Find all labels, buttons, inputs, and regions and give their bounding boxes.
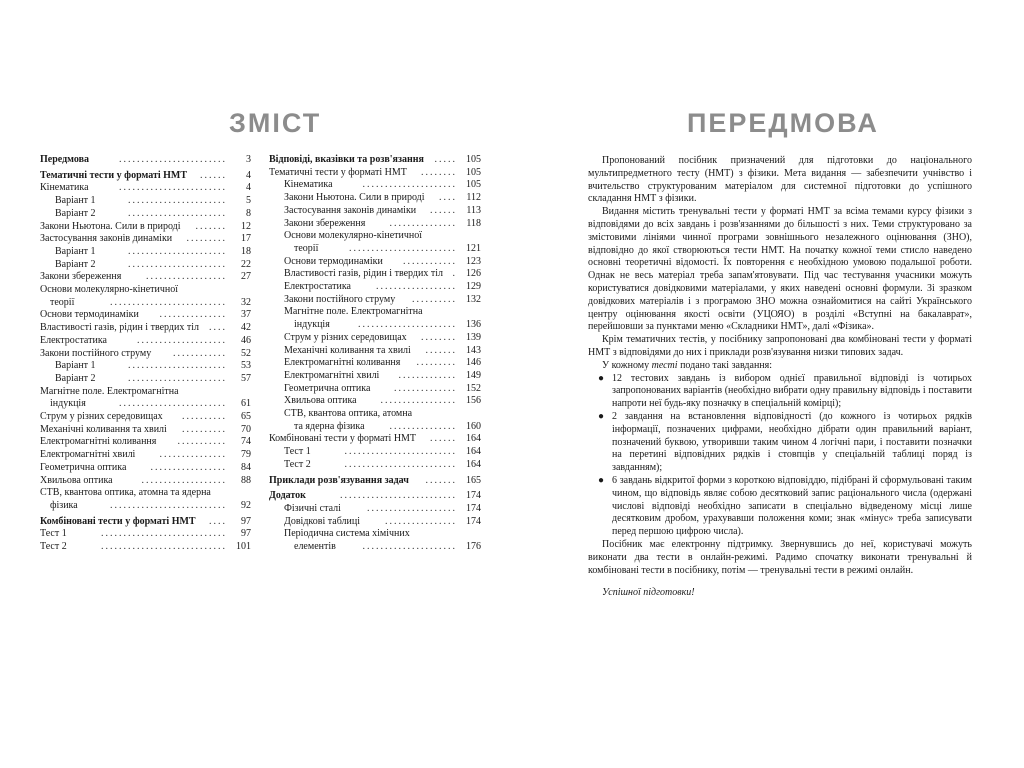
toc-page-number: 113: [463, 205, 481, 218]
list-item: ● 2 завдання на встановлення відповідності (до кожного із чотирьох рядків інформації, позначених цифрами, необхідно дібрати один правильний варіант, позначений буквою, утворивши таким чином 4 логічні пари, і поставити позначки на перетині відповідних рядків і стовпців у спеціальній таблиці поряд із завданням);: [598, 410, 972, 474]
toc-entry: [40, 386, 251, 411]
toc-page-number: 174: [463, 490, 481, 503]
toc-dot-leader: ............: [173, 347, 227, 359]
toc-entry-title: Електромагнітні коливання: [40, 436, 157, 448]
toc-entry-title: Механічні коливання та хвилі: [40, 423, 167, 435]
toc-entry-title: Хвильова оптика: [40, 474, 113, 486]
toc-entry: [269, 179, 481, 192]
toc-entry: [40, 284, 251, 309]
toc-entry-title: Закони Ньютона. Сили в природі: [40, 220, 181, 232]
toc-entry: [40, 360, 251, 373]
toc-dot-leader: .......: [195, 220, 227, 232]
preface-text: [588, 155, 972, 600]
toc-page-number: 126: [463, 268, 481, 281]
toc-page-number: 42: [238, 322, 251, 335]
toc-entry: [40, 411, 251, 424]
toc-dot-leader: ...............: [389, 217, 457, 229]
toc-page-number: 143: [463, 345, 481, 358]
toc-page-number: 74: [238, 436, 251, 449]
toc-entry-title-cont: елементів: [294, 541, 336, 553]
toc-entry: [269, 306, 481, 331]
toc-entry: [40, 424, 251, 437]
toc-dot-leader: ...............: [159, 449, 227, 461]
toc-page-number: 164: [463, 446, 481, 459]
toc-dot-leader: .................: [150, 461, 227, 473]
toc-page-number: 70: [238, 424, 251, 437]
toc-page-number: 174: [463, 516, 481, 529]
toc-entry: [269, 154, 481, 167]
toc-dot-leader: ......................: [128, 195, 227, 207]
toc-entry-title: Геометрична оптика: [284, 382, 371, 394]
toc-column-2: [269, 154, 481, 554]
toc-dot-leader: ....: [209, 515, 227, 527]
toc-entry-title: Закони постійного струму: [284, 293, 396, 305]
toc-entry-title: Основи молекулярно-кінетичної: [40, 284, 179, 296]
bullet-icon: ●: [598, 410, 605, 422]
toc-dot-leader: ........: [421, 166, 457, 178]
toc-page-number: 12: [238, 221, 251, 234]
toc-entry: [40, 154, 251, 167]
toc-entry-title: Основи термодинаміки: [40, 309, 139, 321]
toc-dot-leader: .................: [380, 395, 457, 407]
toc-page-number: 174: [463, 503, 481, 516]
toc-entry: [269, 475, 481, 488]
toc-entry: [269, 490, 481, 503]
toc-page-number: 18: [238, 246, 251, 259]
toc-heading: ЗМІСТ: [229, 108, 322, 138]
toc-dot-leader: ..........: [182, 411, 227, 423]
toc-dot-leader: ....: [209, 322, 227, 334]
toc-entry-title-cont: теорії: [294, 242, 319, 254]
toc-page-number: 5: [243, 195, 251, 208]
toc-dot-leader: .........: [186, 233, 227, 245]
toc-entry-title: Довідкові таблиці: [284, 515, 361, 527]
toc-page-number: 65: [238, 411, 251, 424]
toc-page-number: 57: [238, 373, 251, 386]
toc-column-1: [40, 154, 251, 554]
toc-dot-leader: ......................: [358, 319, 457, 331]
toc-entry-title: Кінематика: [284, 179, 333, 191]
toc-entry-title: Магнітне поле. Електромагнітна: [284, 306, 423, 318]
toc-page-number: 8: [243, 208, 251, 221]
toc-entry: [269, 167, 481, 180]
toc-dot-leader: .........: [416, 357, 457, 369]
toc-page-number: 165: [463, 475, 481, 488]
toc-page-number: 105: [463, 167, 481, 180]
toc-page-number: 101: [233, 541, 251, 554]
toc-dot-leader: ............................: [101, 541, 227, 553]
toc-dot-leader: ........................: [119, 182, 227, 194]
toc-entry-title: Тест 2: [284, 458, 311, 470]
toc-entry-title: Тест 1: [40, 528, 67, 540]
toc-entry: [269, 408, 481, 433]
toc-entry: [40, 373, 251, 386]
toc-page-number: 112: [463, 192, 481, 205]
preface-paragraph: Пропонований посібник призначений для підготовки до національного мультипредметного тесту (НМТ) з фізики. Мета видання — забезпечити учнівство і вчительство структурованим матеріалом для системної підготовки до успішного складання НМТ з фізики.: [588, 155, 972, 205]
toc-dot-leader: ......................: [128, 372, 227, 384]
toc-page-number: 123: [463, 256, 481, 269]
toc-entry-title: Тест 1: [284, 446, 311, 458]
toc-entry: [40, 233, 251, 246]
toc-entry-title: Хвильова оптика: [284, 395, 357, 407]
toc-page-number: 164: [463, 459, 481, 472]
toc-page-number: 105: [463, 154, 481, 167]
list-item: ● 12 тестових завдань із вибором однієї правильної відповіді із чотирьох запропонованих варіантів (необхідно вибрати одну правильну відповідь і поставити напроти неї будь-яку позначку в спеціальній комірці);: [598, 372, 972, 410]
toc-page-number: 132: [463, 294, 481, 307]
toc-dot-leader: ............: [403, 255, 457, 267]
toc-page-number: 121: [463, 243, 481, 256]
toc-entry: [40, 259, 251, 272]
toc-entry: [40, 221, 251, 234]
toc-entry: [40, 487, 251, 512]
toc-entry: [40, 182, 251, 195]
toc-entry-title: Комбіновані тести у форматі НМТ: [269, 433, 417, 445]
toc-page-number: 149: [463, 370, 481, 383]
toc-entry: [40, 309, 251, 322]
toc-dot-leader: ......................: [128, 245, 227, 257]
toc-dot-leader: ...............: [389, 420, 457, 432]
toc-dot-leader: ......: [200, 169, 227, 181]
toc-page-number: 3: [243, 154, 251, 167]
toc-entry-title-cont: індукція: [50, 398, 86, 410]
toc-entry: [40, 246, 251, 259]
toc-entry-title: Основи термодинаміки: [284, 255, 383, 267]
toc-entry: [269, 332, 481, 345]
toc-page-number: 27: [238, 271, 251, 284]
toc-page-number: 22: [238, 259, 251, 272]
toc-dot-leader: ....................: [367, 502, 457, 514]
toc-entry: [269, 294, 481, 307]
toc-page-number: 129: [463, 281, 481, 294]
toc-dot-leader: ..........................: [110, 499, 227, 511]
toc-dot-leader: ......: [430, 433, 457, 445]
toc-page-number: 105: [463, 179, 481, 192]
toc-entry-title: Приклади розв'язування задач: [269, 474, 409, 486]
toc-entry: [40, 195, 251, 208]
emphasis: тесті: [651, 359, 678, 371]
toc-page-number: 52: [238, 348, 251, 361]
toc-page-number: 176: [463, 541, 481, 554]
toc-dot-leader: .: [452, 268, 457, 280]
toc-entry: [269, 370, 481, 383]
toc-entry-title: Кінематика: [40, 182, 89, 194]
toc-entry-title: Електромагнітні хвилі: [284, 369, 380, 381]
toc-dot-leader: ..........................: [340, 490, 457, 502]
toc-entry-title: Застосування законів динаміки: [284, 204, 417, 216]
toc-entry-title-cont: теорії: [50, 296, 75, 308]
toc-entry: [40, 322, 251, 335]
toc-entry-title: Закони збереження: [40, 271, 122, 283]
toc-page-number: 17: [238, 233, 251, 246]
toc-dot-leader: ..........: [182, 423, 227, 435]
toc-page-number: 97: [238, 528, 251, 541]
toc-entry: [269, 357, 481, 370]
toc-page-number: 32: [238, 297, 251, 310]
toc-entry: [269, 433, 481, 446]
toc-entry: [40, 541, 251, 554]
toc-page-number: 4: [243, 170, 251, 183]
toc-entry-title: Тематичні тести у форматі НМТ: [269, 166, 407, 178]
toc-entry-title: Властивості газів, рідин і твердих тіл: [40, 322, 200, 334]
toc-page-number: 146: [463, 357, 481, 370]
toc-entry: [269, 281, 481, 294]
toc-entry: [269, 459, 481, 472]
toc-dot-leader: ............................: [101, 528, 227, 540]
toc-dot-leader: ..........: [412, 293, 457, 305]
toc-dot-leader: ........................: [119, 154, 227, 165]
toc-entry: [269, 395, 481, 408]
toc-entry-title: Струм у різних середовищах: [40, 411, 163, 423]
toc-dot-leader: ........................: [119, 398, 227, 410]
toc-dot-leader: ...............: [159, 309, 227, 321]
toc-page-number: 4: [243, 182, 251, 195]
toc-entry: [269, 528, 481, 553]
toc-entry-title: Варіант 2: [55, 372, 96, 384]
toc-dot-leader: ....................: [137, 334, 227, 346]
toc-page-number: 46: [238, 335, 251, 348]
toc-entry: [269, 230, 481, 255]
toc-page-number: 37: [238, 309, 251, 322]
toc-entry-title-cont: та ядерна фізика: [294, 420, 365, 432]
toc-entry-title: Застосування законів динаміки: [40, 233, 173, 245]
toc-entry-title: Комбіновані тести у форматі НМТ: [40, 515, 196, 527]
toc-entry: [269, 503, 481, 516]
toc-entry: [269, 256, 481, 269]
toc-entry: [40, 462, 251, 475]
toc-entry: [40, 170, 251, 183]
toc-page-number: 84: [238, 462, 251, 475]
toc-dot-leader: .........................: [344, 446, 457, 458]
toc-dot-leader: .....................: [362, 179, 457, 191]
toc-dot-leader: ..................: [146, 271, 227, 283]
toc-dot-leader: .......: [425, 344, 457, 356]
toc-entry-title: Варіант 1: [55, 195, 96, 207]
toc-entry-title: Закони постійного струму: [40, 347, 152, 359]
toc-entry-title: Електромагнітні коливання: [284, 357, 401, 369]
toc-dot-leader: ...................: [141, 474, 227, 486]
toc-page-number: 160: [463, 421, 481, 434]
toc-entry: [269, 446, 481, 459]
toc-dot-leader: .......: [425, 474, 457, 486]
toc-entry-title: Додаток: [269, 490, 306, 502]
toc-page-number: 61: [238, 398, 251, 411]
bullet-icon: ●: [598, 474, 605, 486]
toc-entry-title: Періодична система хімічних: [284, 528, 410, 540]
toc-entry: [40, 208, 251, 221]
toc-page-number: 53: [238, 360, 251, 373]
toc-entry-title: Геометрична оптика: [40, 461, 127, 473]
toc-entry-title-cont: фізика: [50, 499, 78, 511]
toc-entry-title: Варіант 1: [55, 360, 96, 372]
toc-entry: [40, 449, 251, 462]
toc-entry-title: Тематичні тести у форматі НМТ: [40, 169, 188, 181]
preface-heading: ПЕРЕДМОВА: [687, 108, 879, 138]
toc-entry: [40, 436, 251, 449]
toc-entry-title: Механічні коливання та хвилі: [284, 344, 411, 356]
toc-entry-title: Закони Ньютона. Сили в природі: [284, 192, 425, 204]
toc-dot-leader: ....: [439, 192, 457, 204]
closing-wish: Успішної підготовки!: [602, 587, 695, 599]
toc-entry-title: Відповіді, вказівки та розв'язання: [269, 154, 424, 165]
toc-entry: [269, 205, 481, 218]
toc-page-number: 152: [463, 383, 481, 396]
toc-dot-leader: ................: [385, 515, 457, 527]
preface-paragraph: Посібник має електронну підтримку. Звернувшись до неї, користувачі можуть виконати два тести в онлайн-режимі. Радимо спочатку виконати тренувальні й комбіновані тести в посібнику, потім — тренувальні тести в режимі онлайн.: [588, 538, 972, 576]
list-item: ● 6 завдань відкритої форми з короткою відповіддю, підібрані й сформульовані таким чином, що відповідь являє собою десятковий запис раціонального числа (одержані числові відповіді необхідно записати в спеціально відведеному місці лише десятковим дробом, урахувавши положення коми; знак «мінус» треба записувати перед першою цифрою числа).: [598, 474, 972, 538]
toc-page-number: 79: [238, 449, 251, 462]
toc-page-number: 97: [238, 516, 251, 529]
toc-entry: [40, 271, 251, 284]
toc-dot-leader: ......................: [128, 360, 227, 372]
toc-entry-title: Фізичні сталі: [284, 502, 341, 514]
toc-entry: [40, 475, 251, 488]
toc-dot-leader: ...........: [177, 436, 227, 448]
toc-entry: [269, 383, 481, 396]
toc-entry-title: Варіант 2: [55, 207, 96, 219]
toc-dot-leader: ..........................: [110, 296, 227, 308]
preface-paragraph: Крім тематичних тестів, у посібнику запропоновані два комбіновані тести у форматі НМТ з відповідями до них і приклади розв'язування низки типових задач.: [588, 334, 972, 358]
toc-entry-title: СТВ, квантова оптика, атомна та ядерна: [40, 487, 211, 499]
toc-entry-title: Електромагнітні хвилі: [40, 449, 136, 461]
toc-entry-title: Варіант 1: [55, 245, 96, 257]
toc-dot-leader: ........................: [349, 242, 457, 254]
toc-dot-leader: ......................: [128, 207, 227, 219]
toc-page-number: 136: [463, 319, 481, 332]
toc-dot-leader: .........................: [344, 458, 457, 470]
toc-dot-leader: ..................: [376, 281, 457, 293]
toc-entry: [269, 218, 481, 231]
toc-entry-title: СТВ, квантова оптика, атомна: [284, 408, 413, 420]
toc-dot-leader: .....: [434, 154, 457, 165]
toc-entry-title: Варіант 2: [55, 258, 96, 270]
toc-entry: [40, 335, 251, 348]
toc-dot-leader: ......................: [128, 258, 227, 270]
toc-entry: [269, 192, 481, 205]
toc-entry: [40, 516, 251, 529]
toc-entry-title: Закони збереження: [284, 217, 366, 229]
toc-entry: [269, 516, 481, 529]
bullet-icon: ●: [598, 372, 605, 384]
toc-entry-title: Властивості газів, рідин і твердих тіл: [284, 268, 444, 280]
toc-entry-title: Електростатика: [40, 334, 107, 346]
toc-entry: [269, 268, 481, 281]
toc-entry-title: Електростатика: [284, 281, 351, 293]
toc-entry-title: Основи молекулярно-кінетичної: [284, 230, 423, 242]
toc-page-number: 139: [463, 332, 481, 345]
toc-entry-title: Магнітне поле. Електромагнітна: [40, 385, 179, 397]
toc-dot-leader: ..............: [394, 382, 457, 394]
toc-dot-leader: .............: [398, 369, 457, 381]
preface-paragraph: Видання містить тренувальні тести у форматі НМТ за всіма темами курсу фізики з відповідями до всіх завдань і розв'язаннями до більшості з них. Теми структуровано за змістовими лініями чинної програми зовнішнього незалежного оцінювання (ЗНО), відповідно до якої створюються тести НМТ. На початку кожної теми стисло наведено основні теоретичні відомості. Їх повторення є необхідною умовою подальшої роботи. Однак не весь матеріал треба запам'ятовувати. Під час тестування учасники можуть користуватися довідковими матеріалами, у яких наведені основні формули. Зі зразком довідкових матеріалів і з програмою ЗНО можна ознайомитися на сайті Українського центру оцінювання якості освіти (УЦОЯО) в розділі «Вступні на бакалаврат», перейшовши за пунктами меню «Складники НМТ», далі «Фізика».: [588, 206, 972, 333]
toc-dot-leader: ......: [430, 204, 457, 216]
toc-dot-leader: ........: [421, 331, 457, 343]
toc-entry: [40, 528, 251, 541]
toc-entry-title-cont: індукція: [294, 319, 330, 331]
toc-page-number: 88: [238, 475, 251, 488]
toc-entry: [269, 345, 481, 358]
toc-dot-leader: .....................: [362, 541, 457, 553]
toc-page-number: 164: [463, 433, 481, 446]
toc-entry-title: Передмова: [40, 154, 89, 165]
task-list: [588, 373, 972, 539]
toc-page-number: 118: [463, 218, 481, 231]
preface-paragraph: У кожному тесті подано такі завдання:: [602, 359, 773, 371]
toc-entry-title: Струм у різних середовищах: [284, 331, 407, 343]
toc-entry-title: Тест 2: [40, 541, 67, 553]
toc-page-number: 92: [238, 500, 251, 513]
toc-page-number: 156: [463, 395, 481, 408]
toc-entry: [40, 348, 251, 361]
